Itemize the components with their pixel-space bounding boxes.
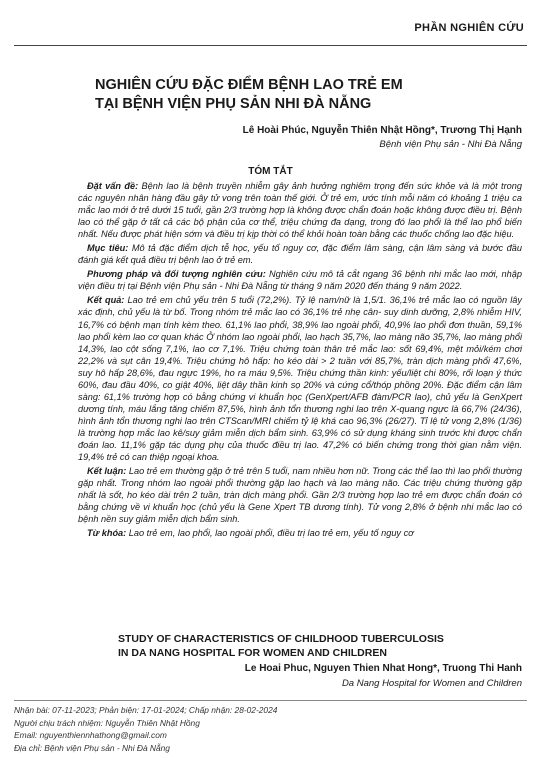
abstract-heading: TÓM TẮT [248,166,293,177]
footer-address: Địa chỉ: Bệnh viện Phụ sản - Nhi Đà Nẵng [14,742,170,753]
footer-corresponding: Người chịu trách nhiệm: Nguyễn Thiên Nhật Hồng [14,717,200,728]
section-header: PHẦN NGHIÊN CỨU [414,22,524,34]
title-line-1: NGHIÊN CỨU ĐẶC ĐIỂM BỆNH LAO TRẺ EM [95,77,403,93]
abstract-keywords [78,527,522,539]
conclusion-text: Lao trẻ em thường gặp ở trẻ trên 5 tuổi, nam nhiều hơn nữ. Trong các thể lao thì lao phổi thường gặp nhất. Trong nhóm lao ngoài phổi thường gặp lao hạch và lao màng não. Các triệu chứng thường gặp nhất là sốt, ho kéo dài trên 2 tuần, tràn dịch màng phổi. Gần 2/3 trường hợp lao trẻ em được chẩn đoán có bằng chứng về vi khuẩn học (chủ yếu là Gene Xpert TB dương tính). Tử vong 2,8% ở bệnh nhi mắc lao có bệnh nền suy giảm miễn dịch bẩm sinh. [78,466,522,525]
footer-dates: Nhận bài: 07-11-2023; Phản biện: 17-01-2024; Chấp nhận: 28-02-2024 [14,705,278,715]
english-title [118,632,518,660]
abstract-intro [78,180,522,240]
intro-label: Đặt vấn đề: [87,181,139,191]
footer-notes [14,700,527,754]
authors: Lê Hoài Phúc, Nguyễn Thiên Nhật Hồng*, Trương Thị Hạnh [242,125,522,136]
title-line-2: TẠI BỆNH VIỆN PHỤ SẢN NHI ĐÀ NẴNG [95,96,372,112]
intro-text: Bệnh lao là bệnh truyền nhiễm gây ảnh hưởng nghiêm trọng đến sức khỏe và là một trong các nguyên nhân hàng đầu gây tử vong trên toàn thế giới. Ở trẻ em, ước tính mỗi năm có khoảng 1 triệu ca mắc lao mới ở trẻ dưới 15 tuổi, gần 2/3 trường hợp là không được chẩn đoán hoặc không được điều trị. Bệnh lao có thể gặp ở tất cả các bộ phận của cơ thể, triệu chứng đa dạng, trong đó lao phổi là thể lao phổ biến nhất. Nếu được phát hiện sớm và điều trị kịp thời có thể khỏi hoàn toàn bằng các thuốc chống lao đặc hiệu. [78,181,522,240]
header-divider [14,45,527,46]
abstract-conclusion [78,465,522,525]
keywords-text: Lao trẻ em, lao phổi, lao ngoài phổi, điều trị lao trẻ em, yếu tố nguy cơ [128,528,414,539]
english-affiliation: Da Nang Hospital for Women and Children [341,678,522,689]
footer-email: Email: nguyenthiennhathong@gmail.com [14,730,167,741]
methods-label: Phương pháp và đối tượng nghiên cứu: [87,269,266,280]
abstract-aim [78,242,522,266]
aim-label: Mục tiêu: [87,243,129,254]
methods-text: Nghiên cứu mô tả cắt ngang 36 bệnh nhi mắc lao mới, nhập viện điều trị tại Bệnh viện Phụ sản - Nhi Đà Nẵng từ tháng 9 năm 2020 đến tháng 9 năm 2022. [78,269,522,292]
results-text: Lao trẻ em chủ yếu trên 5 tuổi (72,2%). Tỷ lệ nam/nữ là 1,5/1. 36,1% trẻ mắc lao có nguồn lây xác định, chủ yếu là từ bố. Trong nhóm trẻ mắc lao có 36,1% trẻ nhẹ cân- suy dinh dưỡng, 2,8% nhiễm HIV, 16,7% có bệnh mạn tính kèm theo. 61,1% lao phổi, 38,9% lao ngoài phổi, 40,9% lao phổi đơn thuần, 59,1% lao phổi kèm lao cơ quan khác Ở nhóm lao ngoài phổi, lao hạch 35,7%, lao màng não 35,7%, lao màng phổi 14,3%, lao cột sống 7,1%, lao cơ 7,1%. Triệu chứng toàn thân trẻ mắc lao: sốt 69,4%, mệt mỏi/kém chơi 22,2% và sụt cân 19,4%. Triệu chứng hô hấp: ho kéo dài > 2 tuần với 85,7%, tràn dịch màng phổi 47,6%, suy hô hấp 28,6%, đau ngực 19%, ho ra máu 9,5%. Triệu chứng thần kinh: yếu/liệt chi 80%, rối loạn ý thức 60%, đau đầu 40%, co giật 40%, liệt dây thần kinh sọ 20% và cứng cổ/thóp phồng 20%. Đặc điểm cận lâm sàng: 61,1% trường hợp có bằng chứng vi khuẩn học (GenXpert/AFB đàm/PCR lao), chủ yếu là GenXpert dương tính, máu lắng tăng chiếm 87,5%, hình ảnh tổn thương nghi lao trên X-quang ngực là 66,7% (24/36), hình ảnh tổn thương nghi lao trên CTScan/MRI chiếm tỷ lệ khá cao 96,3% (26/27). Tỉ lệ tử vong 2,8% (1/36) là trường hợp mắc lao kê/suy giảm miễn dịch bẩm sinh. 63,9% có sử dụng kháng sinh trước khi được chẩn đoán lao. 11,1% gặp tác dụng phụ của thuốc điều trị lao. 47,2% có biến chứng trong thời gian nằm viện. 19,4% trẻ có can thiệp ngoại khoa. [78,295,522,463]
abstract-methods [78,268,522,292]
abstract-body [78,180,522,541]
english-authors: Le Hoai Phuc, Nguyen Thien Nhat Hong*, Truong Thi Hanh [244,663,522,674]
keywords-label: Từ khóa: [87,528,127,539]
abstract-results [78,294,522,463]
english-title-line-2: IN DA NANG HOSPITAL FOR WOMEN AND CHILDREN [118,647,387,659]
conclusion-label: Kết luận: [87,466,127,477]
aim-text: Mô tả đặc điểm dịch tễ học, yếu tố nguy cơ, đặc điểm lâm sàng, cận lâm sàng và bước đầu đánh giá kết quả điều trị bệnh lao ở trẻ em. [78,243,523,266]
english-title-line-1: STUDY OF CHARACTERISTICS OF CHILDHOOD TUBERCULOSIS [118,633,444,645]
affiliation: Bệnh viện Phụ sản - Nhi Đà Nẵng [379,139,522,150]
results-label: Kết quả: [87,295,125,306]
article-title [95,76,515,114]
